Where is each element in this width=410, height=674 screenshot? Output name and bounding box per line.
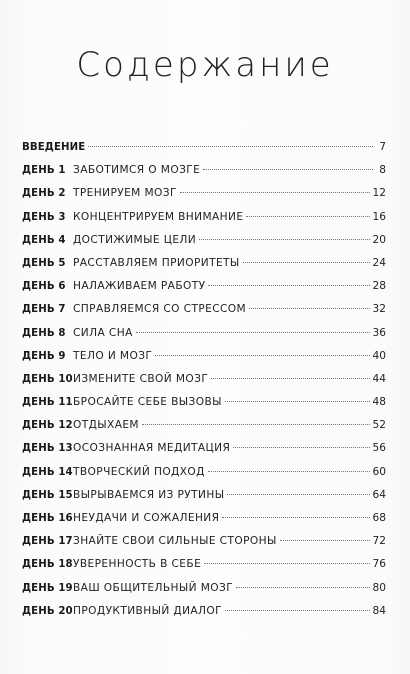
day-label: ДЕНЬ 11 <box>22 397 73 409</box>
page-number: 44 <box>372 372 386 385</box>
dot-leader <box>243 262 370 263</box>
page-number: 76 <box>372 558 386 571</box>
dot-leader <box>208 471 370 472</box>
chapter-title: КОНЦЕНТРИРУЕМ ВНИМАНИЕ <box>73 210 244 223</box>
dot-leader <box>246 216 369 217</box>
toc-entry <box>22 600 386 623</box>
day-label: ДЕНЬ 16 <box>22 513 73 524</box>
table-of-contents <box>22 136 386 623</box>
dot-leader <box>233 447 369 448</box>
dot-leader <box>227 494 369 495</box>
chapter-title: ОТДЫХАЕМ <box>73 419 139 432</box>
page-number: 48 <box>372 396 386 409</box>
toc-entry <box>22 530 386 553</box>
toc-entry <box>22 414 386 437</box>
dot-leader <box>180 192 370 193</box>
page-number: 40 <box>372 349 386 362</box>
dot-leader <box>88 146 373 147</box>
day-label: ДЕНЬ 17 <box>22 536 73 548</box>
dot-leader <box>249 308 369 309</box>
page-number: 36 <box>372 326 386 339</box>
toc-entry <box>22 182 386 205</box>
toc-entry <box>22 507 386 530</box>
page-number: 7 <box>379 141 386 153</box>
day-label: ДЕНЬ 10 <box>22 373 73 385</box>
chapter-title: ТЕЛО И МОЗГ <box>73 349 153 362</box>
day-label: ДЕНЬ 15 <box>22 489 73 501</box>
chapter-title: ВЫРЫВАЕМСЯ ИЗ РУТИНЫ <box>73 488 225 501</box>
day-label: ДЕНЬ 19 <box>22 582 73 594</box>
chapter-title: БРОСАЙТЕ СЕБЕ ВЫЗОВЫ <box>73 396 222 409</box>
chapter-title: ТВОРЧЕСКИЙ ПОДХОД <box>73 465 205 478</box>
page-number: 64 <box>372 488 386 501</box>
chapter-title: СИЛА СНА <box>73 326 133 339</box>
page-number: 24 <box>372 256 386 269</box>
toc-entry <box>22 461 386 484</box>
toc-entry <box>22 553 386 576</box>
day-label: ДЕНЬ 6 <box>22 281 66 293</box>
chapter-title: НАЛАЖИВАЕМ РАБОТУ <box>73 280 206 293</box>
dot-leader <box>222 517 369 518</box>
toc-entry <box>22 437 386 460</box>
day-label: ДЕНЬ 9 <box>22 350 66 362</box>
chapter-title: ЗАБОТИМСЯ О МОЗГЕ <box>73 164 201 177</box>
toc-entry <box>22 252 386 275</box>
day-label: ДЕНЬ 12 <box>22 420 73 432</box>
toc-entry <box>22 484 386 507</box>
page-number: 80 <box>372 581 386 594</box>
page-number: 68 <box>372 512 386 524</box>
chapter-title: ВАШ ОБЩИТЕЛЬНЫЙ МОЗГ <box>73 581 234 594</box>
page-number: 8 <box>379 164 386 177</box>
intro-label: ВВЕДЕНИЕ <box>22 142 86 153</box>
toc-entry <box>22 391 386 414</box>
page-number: 20 <box>372 233 386 246</box>
dot-leader <box>199 239 369 240</box>
dot-leader <box>211 378 369 379</box>
toc-entry <box>22 345 386 368</box>
chapter-title: СПРАВЛЯЕМСЯ СО СТРЕССОМ <box>73 303 247 316</box>
page-number: 16 <box>372 210 386 223</box>
page-number: 56 <box>372 442 386 455</box>
toc-entry <box>22 368 386 391</box>
page-number: 72 <box>372 535 386 548</box>
day-label: ДЕНЬ 2 <box>22 188 66 200</box>
page-number: 52 <box>372 419 386 432</box>
day-label: ДЕНЬ 5 <box>22 257 66 269</box>
day-label: ДЕНЬ 8 <box>22 327 66 339</box>
day-label: ДЕНЬ 18 <box>22 559 73 571</box>
toc-entry <box>22 275 386 298</box>
dot-leader <box>142 424 370 425</box>
chapter-title: ЗНАЙТЕ СВОИ СИЛЬНЫЕ СТОРОНЫ <box>73 535 277 548</box>
day-label: ДЕНЬ 13 <box>22 443 73 455</box>
dot-leader <box>155 355 369 356</box>
chapter-title: УВЕРЕННОСТЬ В СЕБЕ <box>73 558 202 571</box>
page-number: 28 <box>372 280 386 293</box>
page-number: 32 <box>372 303 386 316</box>
dot-leader <box>203 169 373 170</box>
dot-leader <box>225 610 369 611</box>
day-label: ДЕНЬ 3 <box>22 211 66 223</box>
toc-entry <box>22 577 386 600</box>
day-label: ДЕНЬ 4 <box>22 234 66 246</box>
page-number: 12 <box>372 187 386 200</box>
day-label: ДЕНЬ 7 <box>22 304 66 316</box>
page-title: Содержание <box>76 44 334 85</box>
day-label: ДЕНЬ 14 <box>22 466 73 478</box>
toc-entry-intro <box>22 136 386 159</box>
toc-entry <box>22 206 386 229</box>
day-label: ДЕНЬ 1 <box>22 165 66 177</box>
chapter-title: ПРОДУКТИВНЫЙ ДИАЛОГ <box>73 604 223 617</box>
dot-leader <box>204 563 369 564</box>
chapter-title: ОСОЗНАННАЯ МЕДИТАЦИЯ <box>73 442 231 455</box>
page-number: 60 <box>372 465 386 478</box>
toc-entry <box>22 159 386 182</box>
dot-leader <box>236 587 369 588</box>
chapter-title: ТРЕНИРУЕМ МОЗГ <box>73 187 177 200</box>
chapter-title: РАССТАВЛЯЕМ ПРИОРИТЕТЫ <box>73 256 240 269</box>
toc-entry <box>22 298 386 321</box>
day-label: ДЕНЬ 20 <box>22 605 73 617</box>
chapter-title: ДОСТИЖИМЫЕ ЦЕЛИ <box>73 233 197 246</box>
dot-leader <box>136 332 370 333</box>
dot-leader <box>225 401 370 402</box>
dot-leader <box>208 285 369 286</box>
toc-entry <box>22 229 386 252</box>
chapter-title: ИЗМЕНИТЕ СВОЙ МОЗГ <box>73 372 209 385</box>
toc-entry <box>22 322 386 345</box>
page-number: 84 <box>372 604 386 617</box>
chapter-title: НЕУДАЧИ И СОЖАЛЕНИЯ <box>73 512 220 524</box>
dot-leader <box>280 540 370 541</box>
